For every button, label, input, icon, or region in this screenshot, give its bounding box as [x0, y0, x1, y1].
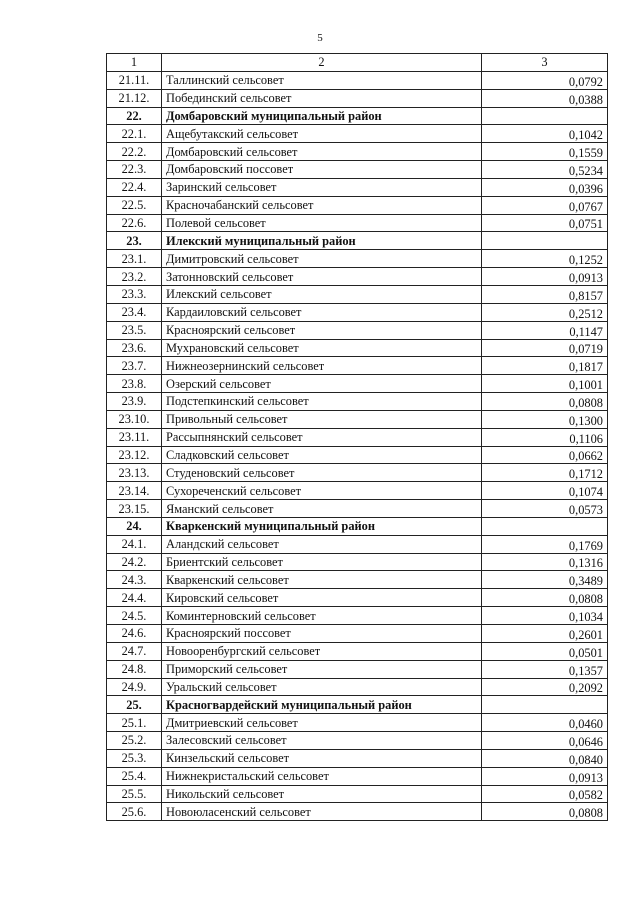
table-row	[107, 250, 608, 268]
row-number: 24.4.	[107, 589, 162, 607]
row-value: 0,8157	[482, 285, 608, 303]
table-row	[107, 571, 608, 589]
table-row	[107, 321, 608, 339]
table-row	[107, 749, 608, 767]
row-name: Нижнекристальский сельсовет	[162, 767, 482, 785]
row-value: 0,1316	[482, 553, 608, 571]
row-value: 0,1001	[482, 375, 608, 393]
row-number: 23.6.	[107, 339, 162, 357]
row-value	[482, 107, 608, 125]
table-row	[107, 428, 608, 446]
row-name: Уральский сельсовет	[162, 678, 482, 696]
row-value	[482, 696, 608, 714]
row-name: Залесовский сельсовет	[162, 732, 482, 750]
row-name: Красноярский поссовет	[162, 625, 482, 643]
table-row	[107, 714, 608, 732]
row-number: 24.6.	[107, 625, 162, 643]
row-value: 0,0913	[482, 268, 608, 286]
row-number: 22.2.	[107, 143, 162, 161]
row-number: 24.1.	[107, 535, 162, 553]
row-name: Приморский сельсовет	[162, 660, 482, 678]
row-value: 0,0808	[482, 803, 608, 821]
row-value: 0,1074	[482, 482, 608, 500]
row-name: Полевой сельсовет	[162, 214, 482, 232]
header-col-2: 2	[162, 54, 482, 72]
row-name: Коминтерновский сельсовет	[162, 607, 482, 625]
row-number: 23.11.	[107, 428, 162, 446]
row-value: 0,1252	[482, 250, 608, 268]
row-name: Таллинский сельсовет	[162, 71, 482, 89]
table-row	[107, 767, 608, 785]
header-col-3: 3	[482, 54, 608, 72]
row-number: 25.3.	[107, 749, 162, 767]
row-name: Мухрановский сельсовет	[162, 339, 482, 357]
row-value: 0,1559	[482, 143, 608, 161]
section-row	[107, 517, 608, 535]
row-name: Кваркенский сельсовет	[162, 571, 482, 589]
table-row	[107, 500, 608, 518]
row-number: 23.14.	[107, 482, 162, 500]
section-row	[107, 107, 608, 125]
row-number: 21.12.	[107, 89, 162, 107]
row-name: Бриентский сельсовет	[162, 553, 482, 571]
table-row	[107, 357, 608, 375]
row-name: Красногвардейский муниципальный район	[162, 696, 482, 714]
row-value: 0,1147	[482, 321, 608, 339]
row-value: 0,1357	[482, 660, 608, 678]
row-number: 23.7.	[107, 357, 162, 375]
row-number: 25.4.	[107, 767, 162, 785]
table-row	[107, 375, 608, 393]
row-name: Нижнеозернинский сельсовет	[162, 357, 482, 375]
row-name: Сладковский сельсовет	[162, 446, 482, 464]
table-row	[107, 161, 608, 179]
row-name: Ащебутакский сельсовет	[162, 125, 482, 143]
row-name: Красноярский сельсовет	[162, 321, 482, 339]
table-row	[107, 803, 608, 821]
row-number: 25.2.	[107, 732, 162, 750]
distribution-table	[106, 53, 608, 821]
row-name: Привольный сельсовет	[162, 410, 482, 428]
row-number: 24.8.	[107, 660, 162, 678]
row-number: 22.	[107, 107, 162, 125]
row-number: 25.5.	[107, 785, 162, 803]
table-row	[107, 464, 608, 482]
row-number: 23.10.	[107, 410, 162, 428]
row-number: 25.6.	[107, 803, 162, 821]
row-number: 24.7.	[107, 642, 162, 660]
row-name: Затонновский сельсовет	[162, 268, 482, 286]
row-value: 0,0913	[482, 767, 608, 785]
row-value: 0,0396	[482, 178, 608, 196]
row-name: Кировский сельсовет	[162, 589, 482, 607]
row-number: 22.3.	[107, 161, 162, 179]
row-value: 0,1042	[482, 125, 608, 143]
row-value: 0,0460	[482, 714, 608, 732]
row-number: 24.5.	[107, 607, 162, 625]
table-header-row	[107, 54, 608, 72]
row-name: Домбаровский сельсовет	[162, 143, 482, 161]
section-row	[107, 232, 608, 250]
row-name: Кардаиловский сельсовет	[162, 303, 482, 321]
row-name: Аландский сельсовет	[162, 535, 482, 553]
table-row	[107, 553, 608, 571]
table-row	[107, 196, 608, 214]
row-value: 0,1034	[482, 607, 608, 625]
row-value: 0,0646	[482, 732, 608, 750]
row-number: 23.4.	[107, 303, 162, 321]
page-number: 5	[317, 32, 323, 44]
row-number: 22.5.	[107, 196, 162, 214]
row-number: 25.	[107, 696, 162, 714]
row-number: 23.2.	[107, 268, 162, 286]
row-value: 0,0808	[482, 589, 608, 607]
table-row	[107, 71, 608, 89]
row-number: 24.2.	[107, 553, 162, 571]
row-name: Подстепкинский сельсовет	[162, 393, 482, 411]
table-row	[107, 89, 608, 107]
row-number: 23.8.	[107, 375, 162, 393]
table-row	[107, 625, 608, 643]
row-name: Никольский сельсовет	[162, 785, 482, 803]
table-row	[107, 125, 608, 143]
row-number: 24.3.	[107, 571, 162, 589]
table-row	[107, 339, 608, 357]
row-value: 0,5234	[482, 161, 608, 179]
table-row	[107, 214, 608, 232]
row-value: 0,0751	[482, 214, 608, 232]
table-row	[107, 268, 608, 286]
row-value: 0,1300	[482, 410, 608, 428]
row-name: Домбаровский поссовет	[162, 161, 482, 179]
row-value: 0,2601	[482, 625, 608, 643]
row-name: Илекский муниципальный район	[162, 232, 482, 250]
table-row	[107, 446, 608, 464]
table-row	[107, 607, 608, 625]
table-row	[107, 642, 608, 660]
row-value: 0,0573	[482, 500, 608, 518]
row-name: Рассыпнянский сельсовет	[162, 428, 482, 446]
row-value: 0,1712	[482, 464, 608, 482]
row-name: Студеновский сельсовет	[162, 464, 482, 482]
row-number: 23.9.	[107, 393, 162, 411]
table-row	[107, 393, 608, 411]
row-value: 0,1817	[482, 357, 608, 375]
row-number: 23.12.	[107, 446, 162, 464]
row-name: Сухореченский сельсовет	[162, 482, 482, 500]
row-value	[482, 517, 608, 535]
row-name: Заринский сельсовет	[162, 178, 482, 196]
row-value: 0,0582	[482, 785, 608, 803]
table-row	[107, 303, 608, 321]
table-row	[107, 143, 608, 161]
row-value: 0,0767	[482, 196, 608, 214]
row-value: 0,0501	[482, 642, 608, 660]
row-name: Дмитриевский сельсовет	[162, 714, 482, 732]
row-value	[482, 232, 608, 250]
row-name: Домбаровский муниципальный район	[162, 107, 482, 125]
row-value: 0,2092	[482, 678, 608, 696]
row-value: 0,0792	[482, 71, 608, 89]
table-row	[107, 482, 608, 500]
row-name: Новоюласенский сельсовет	[162, 803, 482, 821]
section-row	[107, 696, 608, 714]
row-name: Димитровский сельсовет	[162, 250, 482, 268]
row-value: 0,0388	[482, 89, 608, 107]
row-value: 0,0840	[482, 749, 608, 767]
row-name: Побединский сельсовет	[162, 89, 482, 107]
header-col-1: 1	[107, 54, 162, 72]
row-name: Кваркенский муниципальный район	[162, 517, 482, 535]
table-row	[107, 410, 608, 428]
row-name: Кинзельский сельсовет	[162, 749, 482, 767]
row-name: Яманский сельсовет	[162, 500, 482, 518]
row-value: 0,0719	[482, 339, 608, 357]
row-name: Озерский сельсовет	[162, 375, 482, 393]
table-row	[107, 589, 608, 607]
row-number: 21.11.	[107, 71, 162, 89]
table-row	[107, 178, 608, 196]
row-number: 23.15.	[107, 500, 162, 518]
row-value: 0,1106	[482, 428, 608, 446]
row-value: 0,3489	[482, 571, 608, 589]
table-row	[107, 785, 608, 803]
row-name: Новооренбургский сельсовет	[162, 642, 482, 660]
row-number: 23.1.	[107, 250, 162, 268]
table-row	[107, 732, 608, 750]
row-number: 23.13.	[107, 464, 162, 482]
table-row	[107, 678, 608, 696]
row-value: 0,0808	[482, 393, 608, 411]
row-value: 0,2512	[482, 303, 608, 321]
row-number: 24.	[107, 517, 162, 535]
table-row	[107, 535, 608, 553]
table-row	[107, 285, 608, 303]
row-number: 24.9.	[107, 678, 162, 696]
row-number: 25.1.	[107, 714, 162, 732]
row-number: 23.5.	[107, 321, 162, 339]
row-name: Илекский сельсовет	[162, 285, 482, 303]
row-number: 23.3.	[107, 285, 162, 303]
row-name: Красночабанский сельсовет	[162, 196, 482, 214]
row-value: 0,1769	[482, 535, 608, 553]
row-number: 22.4.	[107, 178, 162, 196]
row-number: 22.1.	[107, 125, 162, 143]
table-row	[107, 660, 608, 678]
row-number: 23.	[107, 232, 162, 250]
row-value: 0,0662	[482, 446, 608, 464]
row-number: 22.6.	[107, 214, 162, 232]
